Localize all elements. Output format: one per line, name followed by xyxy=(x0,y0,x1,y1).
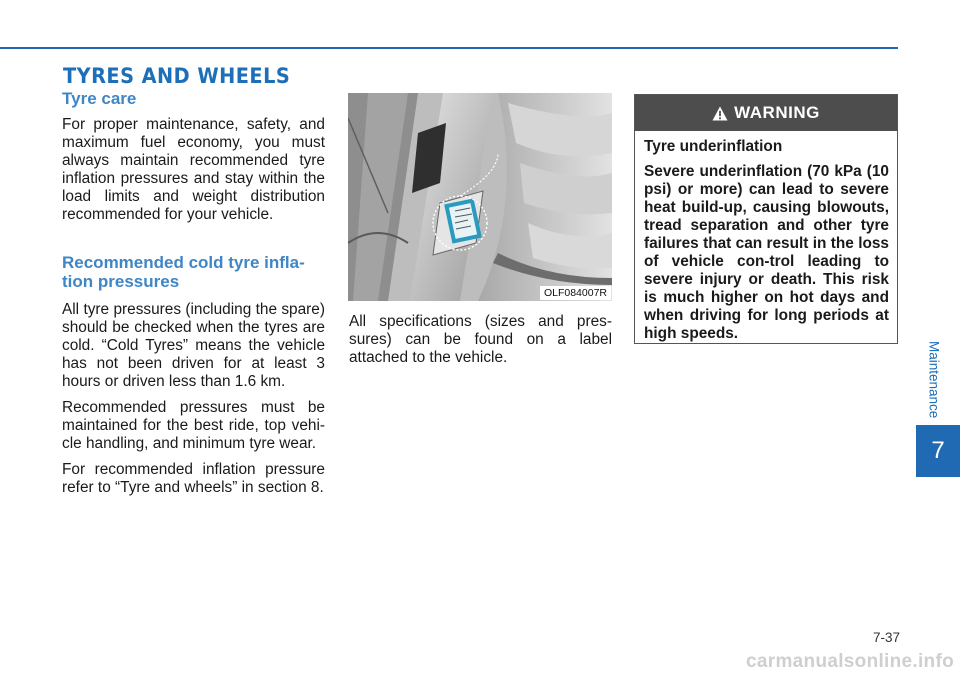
warning-body xyxy=(635,131,897,343)
tyre-care-heading: Tyre care xyxy=(62,89,137,108)
cold-pressure-paragraph-1: All tyre pressures (including the spare) should be checked when the tyres are cold. “Cold Tyres” means the vehicle has not been driven for at least 3 hours or driven less than 1.6 km. xyxy=(62,301,325,390)
page-number: 7-37 xyxy=(872,630,900,645)
warning-header xyxy=(635,95,897,131)
left-column xyxy=(62,90,325,505)
cold-pressure-heading: Recommended cold tyre infla-tion pressures xyxy=(62,253,305,291)
watermark: carmanualsonline.info xyxy=(746,651,954,672)
chapter-number-tab: 7 xyxy=(916,425,960,477)
warning-title: Tyre underinflation xyxy=(644,138,783,155)
cold-pressure-paragraph-3: For recommended inflation pressure refer to “Tyre and wheels” in section 8. xyxy=(62,461,325,496)
figure-caption: OLF084007R xyxy=(540,286,611,300)
section-title: TYRES AND WHEELS xyxy=(63,64,291,88)
top-rule xyxy=(0,47,898,49)
door-pillar-illustration xyxy=(348,93,612,301)
warning-box xyxy=(634,94,898,344)
chapter-side-label: Maintenance xyxy=(926,341,942,419)
cold-pressure-paragraph-2: Recommended pressures must be maintained for the best ride, top vehi-cle handling, and minimum tyre wear. xyxy=(62,399,325,452)
middle-column xyxy=(349,313,612,375)
warning-heading: WARNING xyxy=(734,103,820,122)
warning-triangle-icon xyxy=(712,106,728,121)
tyre-care-paragraph: For proper maintenance, safety, and maximum fuel economy, you must always maintain recommended tyre inflation pressures and stay within the load limits and weight distribution recommended for your vehicle. xyxy=(62,116,325,223)
label-location-paragraph: All specifications (sizes and pres-sures) can be found on a label attached to the vehicle. xyxy=(349,313,612,366)
tyre-label-figure xyxy=(348,93,612,301)
warning-text: Severe underinflation (70 kPa (10 psi) or more) can lead to severe heat build-up, causing blowouts, tread separation and other tyre failures that can result in the loss of vehicle con-trol leading to severe injury or death. This risk is much higher on hot days and when driving for long periods at high speeds. xyxy=(644,163,889,342)
